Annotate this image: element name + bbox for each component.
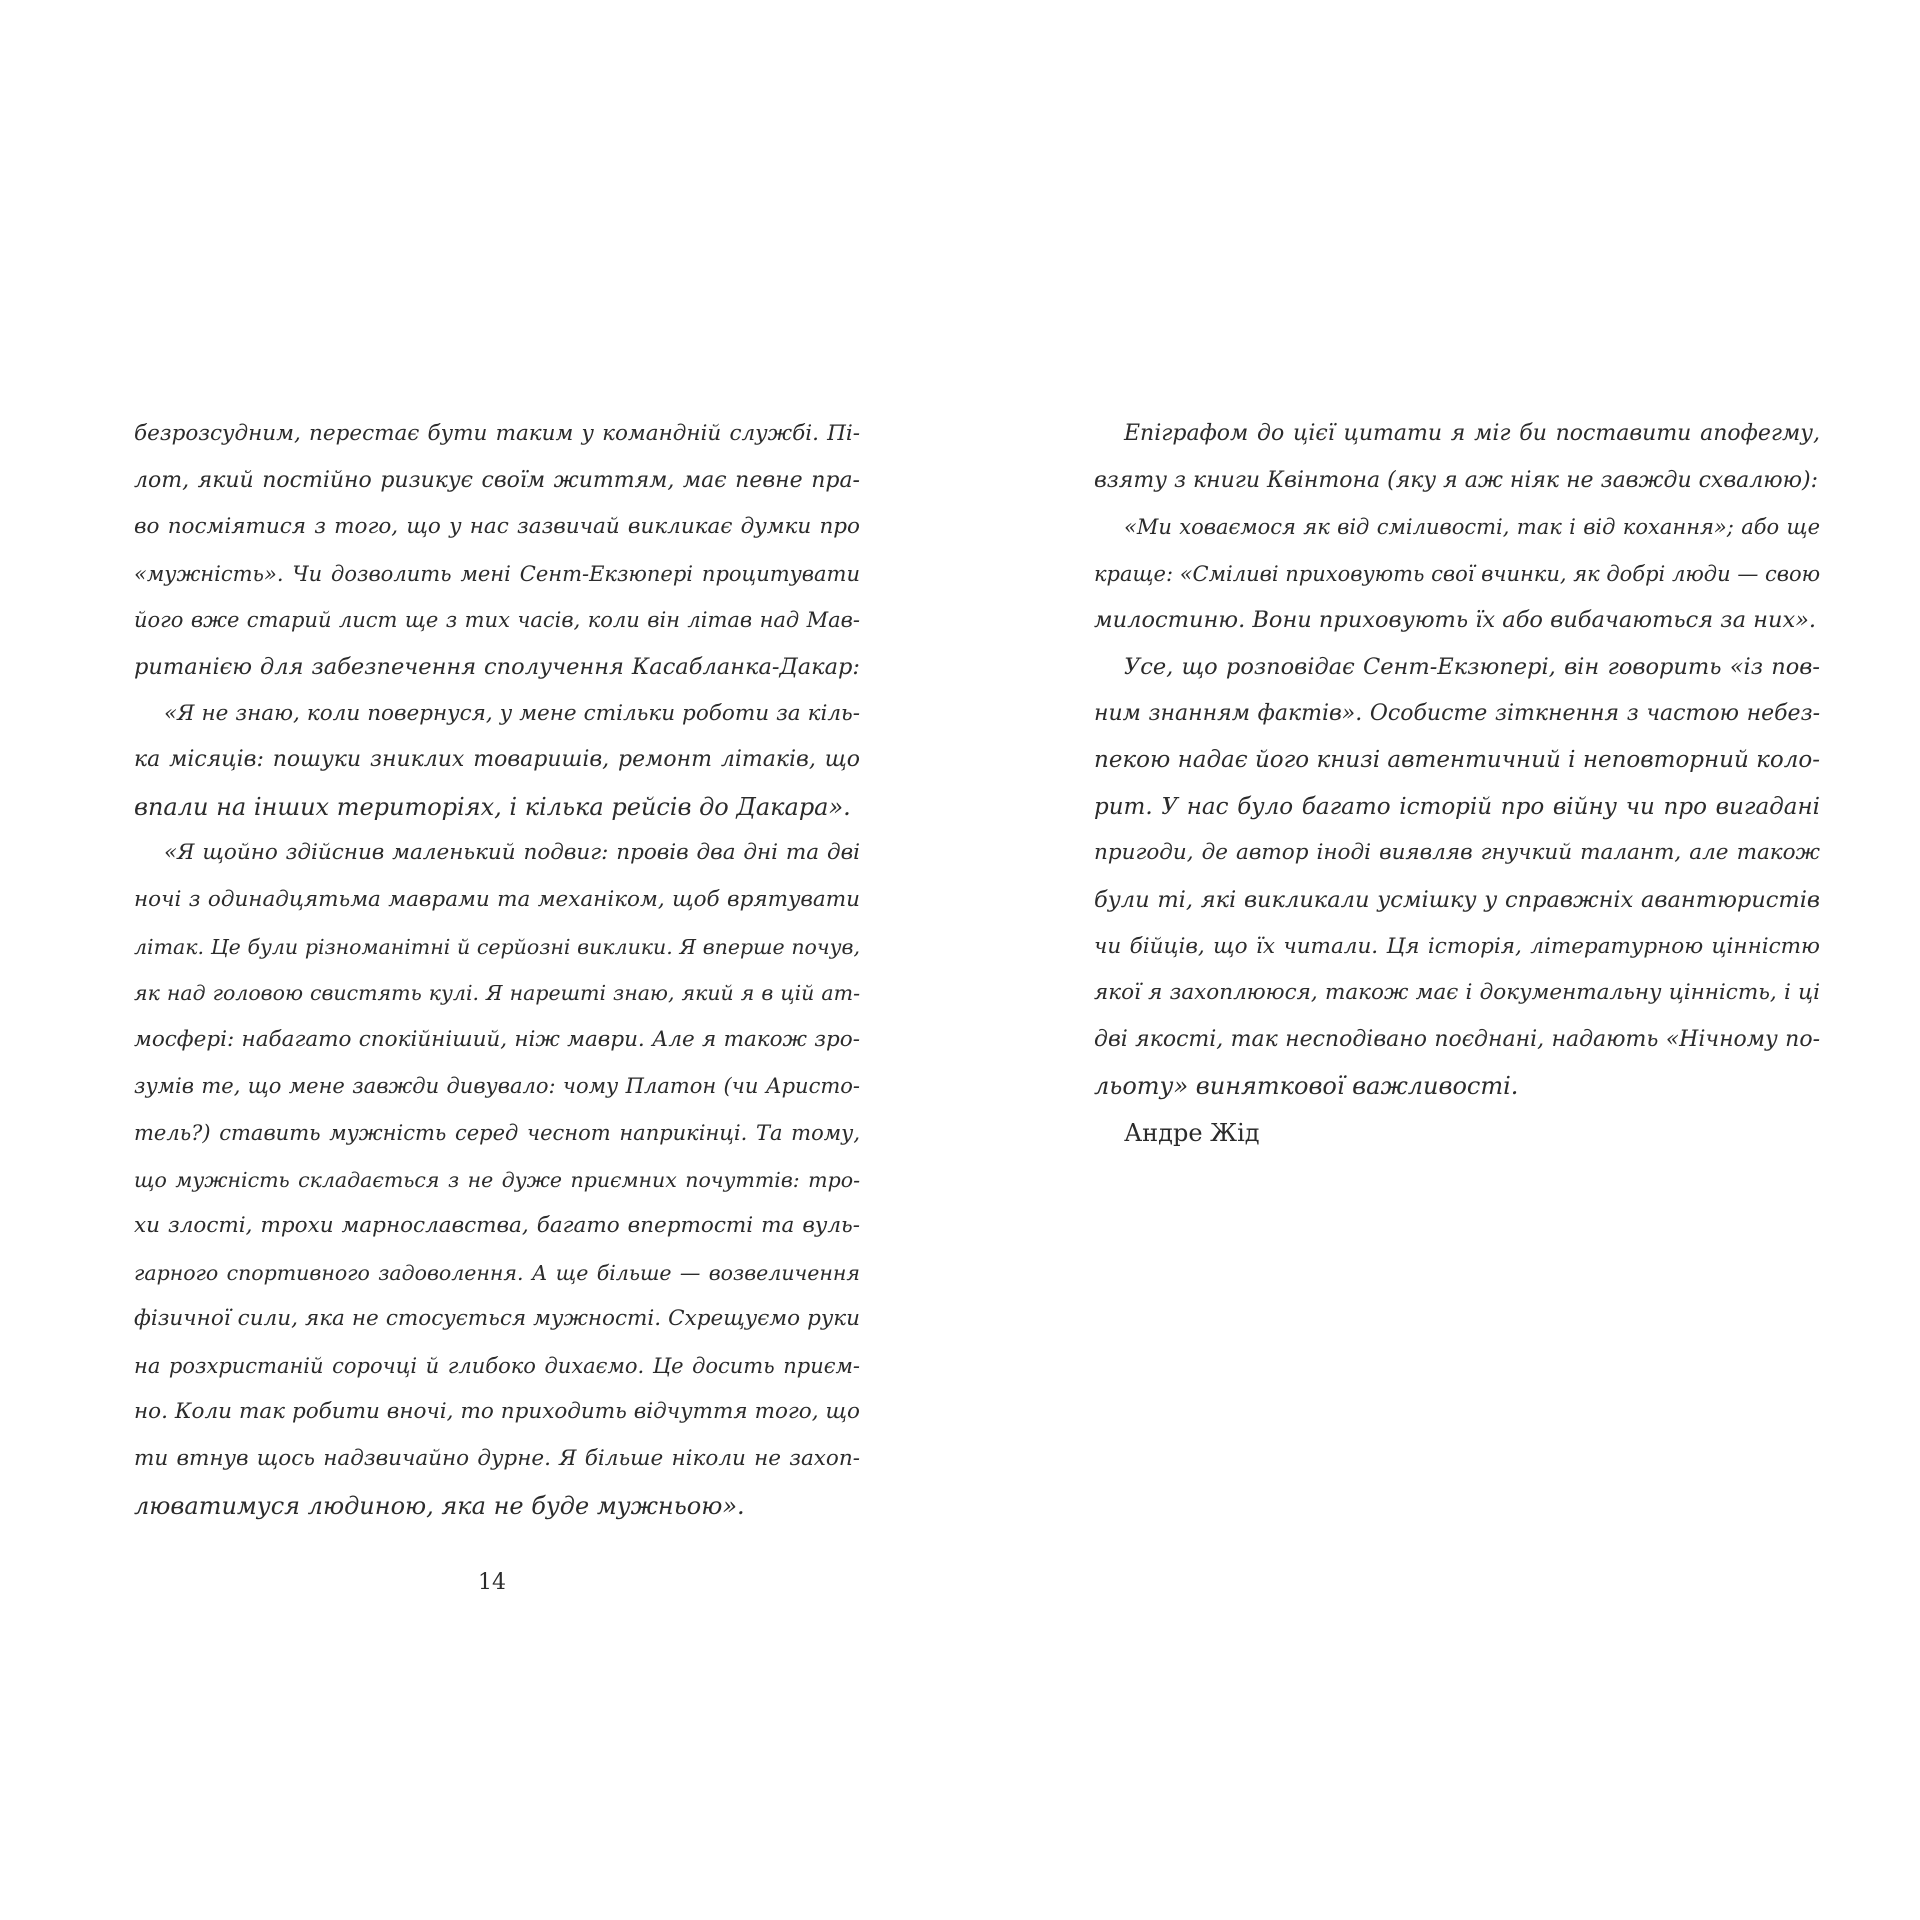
- text-line: були ті, які викликали усмішку у справжніх авантюристів: [1094, 886, 1820, 913]
- text-line: фізичної сили, яка не стосується мужності. Схрещуємо руки: [134, 1306, 860, 1332]
- text-line: льоту» виняткової важливості.: [1094, 1072, 1519, 1101]
- text-line: но. Коли так робити вночі, то приходить відчуття того, що: [134, 1399, 860, 1425]
- page-number: 14: [478, 1570, 506, 1595]
- text-line: на розхристаній сорочці й глибоко дихаємо. Це досить приєм-: [134, 1353, 860, 1378]
- text-line: пригоди, де автор іноді виявляв гнучкий талант, але також: [1094, 840, 1820, 866]
- text-line: Епіграфом до цієї цитати я міг би поставити апофегму,: [1124, 421, 1820, 446]
- text-line: якої я захоплююся, також має і документальну цінність, і ці: [1094, 980, 1820, 1006]
- text-line: що мужність складається з не дуже приємних почуттів: тро-: [134, 1167, 860, 1192]
- text-line: безрозсудним, перестає бути таким у командній службі. Пі-: [134, 421, 860, 446]
- text-line: «Я щойно здійснив маленький подвиг: провів два дні та дві: [164, 840, 860, 866]
- text-line: хи злості, трохи марнославства, багато впертості та вуль-: [134, 1213, 860, 1239]
- text-line: впали на інших територіях, і кілька рейсів до Дакара».: [134, 792, 851, 821]
- text-line: тель?) ставить мужність серед чеснот наприкінці. Та тому,: [134, 1120, 860, 1145]
- text-line: рит. У нас було багато історій про війну чи про вигадані: [1094, 793, 1820, 820]
- text-line: взяту з книги Квінтона (яку я аж ніяк не завжди схвалюю):: [1094, 467, 1818, 493]
- text-line: як над головою свистять кулі. Я нарешті знаю, який я в цій ат-: [134, 981, 860, 1006]
- text-line: ним знанням фактів». Особисте зіткнення з частою небез-: [1094, 700, 1820, 726]
- text-line: дві якості, так несподівано поєднані, надають «Нічному по-: [1094, 1026, 1820, 1052]
- text-line: люватимуся людиною, яка не буде мужньою».: [134, 1491, 745, 1520]
- text-line: ка місяців: пошуки зниклих товаришів, ремонт літаків, що: [134, 747, 860, 773]
- text-line: лот, який постійно ризикує своїм життям, має певне пра-: [134, 467, 860, 493]
- left-page: [134, 411, 860, 1529]
- text-line: ночі з одинадцятьма маврами та механіком, щоб врятувати: [134, 886, 860, 912]
- text-line: ти втнув щось надзвичайно дурне. Я більше ніколи не захоп-: [134, 1446, 860, 1472]
- text-line: «Я не знаю, коли повернуся, у мене стільки роботи за кіль-: [164, 700, 860, 726]
- text-line: Усе, що розповідає Сент-Екзюпері, він говорить «із пов-: [1124, 653, 1820, 680]
- text-line: зумів те, що мене завжди дивувало: чому Платон (чи Аристо-: [134, 1074, 860, 1099]
- text-line: милостиню. Вони приховують їх або вибачаються за них».: [1094, 607, 1817, 634]
- text-line: краще: «Сміливі приховують свої вчинки, як добрі люди — свою: [1094, 561, 1821, 586]
- text-line: літак. Це були різноманітні й серйозні виклики. Я вперше почув,: [134, 934, 860, 959]
- text-line: мосфері: набагато спокійніший, ніж маври. Але я також зро-: [134, 1026, 860, 1052]
- text-line: його вже старий лист ще з тих часів, коли він літав над Мав-: [134, 608, 860, 633]
- text-line: ританією для забезпечення сполучення Касабланка-Дакар:: [134, 653, 860, 680]
- right-page: [1094, 411, 1820, 1157]
- text-line: «мужність». Чи дозволить мені Сент-Екзюпері процитувати: [134, 561, 860, 586]
- text-line: «Ми ховаємося як від сміливості, так і від кохання»; або ще: [1124, 515, 1820, 540]
- text-line: чи бійців, що їх читали. Ця історія, літературною цінністю: [1094, 933, 1820, 959]
- text-line: гарного спортивного задоволення. А ще більше — возвеличення: [134, 1260, 860, 1285]
- author-signature: Андре Жід: [1124, 1118, 1260, 1147]
- text-line: пекою надає його книзі автентичний і неповторний коло-: [1094, 747, 1820, 774]
- text-line: во посміятися з того, що у нас зазвичай викликає думки про: [134, 514, 860, 540]
